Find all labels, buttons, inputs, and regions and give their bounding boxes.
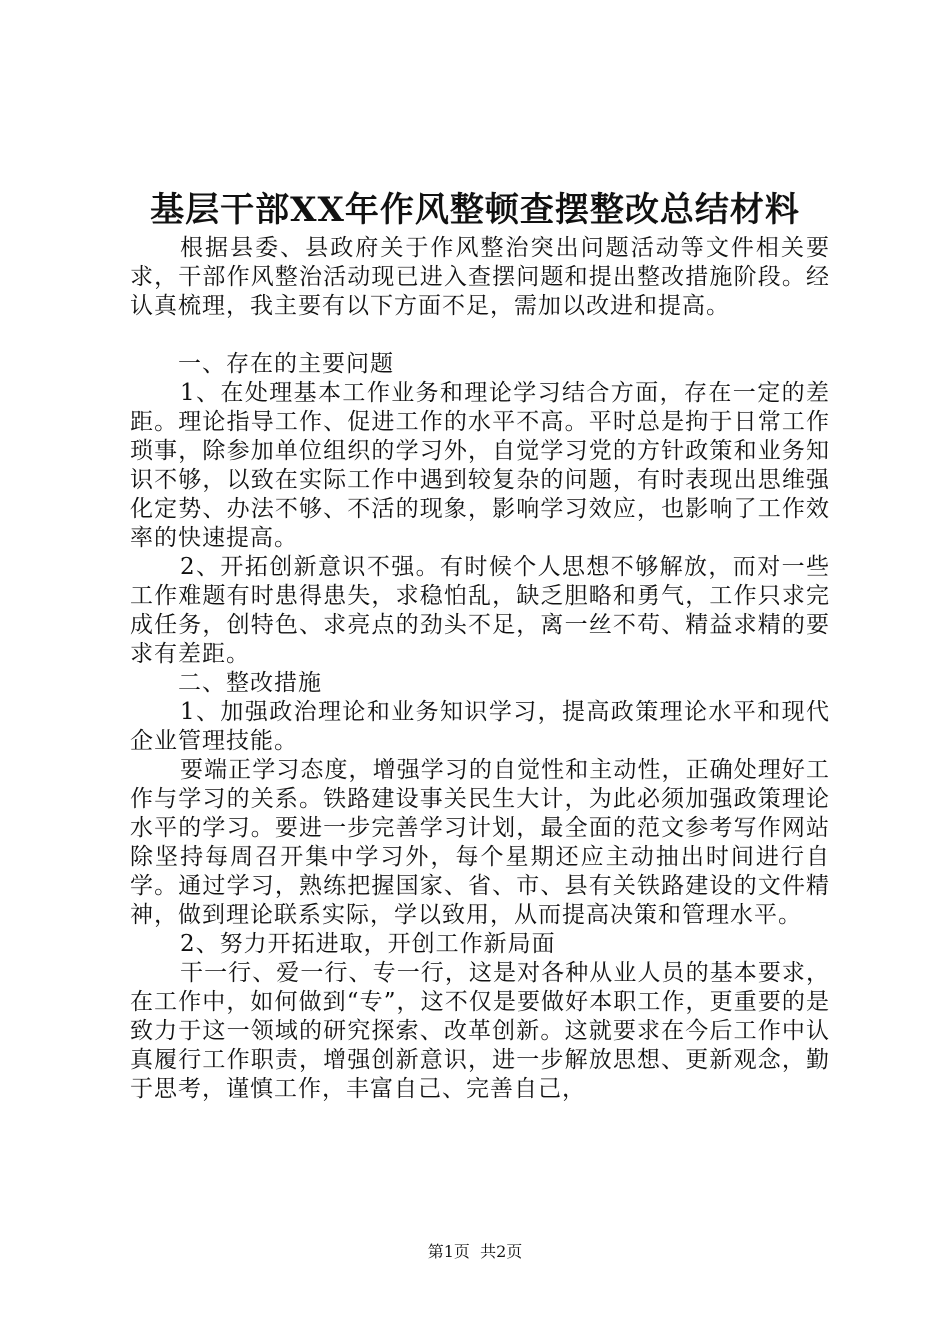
section-heading-problems: 一、存在的主要问题	[178, 351, 394, 377]
paragraph-spacer	[130, 321, 830, 350]
document-title: 基层干部XX年作风整顿查摆整改总结材料	[150, 190, 800, 230]
document-body	[130, 234, 830, 1104]
problem-paragraph-2: 2、开拓创新意识不强。有时候个人思想不够解放，而对一些工作难题有时患得患失，求稳怕乱，缺乏胆略和勇气，工作只求完成任务，创特色、求亮点的劲头不足，离一丝不苟、精益求精的要求有差距。	[130, 554, 830, 667]
measure-paragraph-1: 要端正学习态度，增强学习的自觉性和主动性，正确处理好工作与学习的关系。铁路建设事关民生大计，为此必须加强政策理论水平的学习。要进一步完善学习计划，最全面的范文参考写作网站除坚持每周召开集中学习外，每个星期还应主动抽出时间进行自学。通过学习，熟练把握国家、省、市、县有关铁路建设的文件精神，做到理论联系实际，学以致用，从而提高决策和管理水平。	[130, 757, 830, 928]
intro-paragraph: 根据县委、县政府关于作风整治突出问题活动等文件相关要求，干部作风整治活动现已进入查摆问题和提出整改措施阶段。经认真梳理，我主要有以下方面不足，需加以改进和提高。	[130, 235, 830, 319]
section-heading-measures: 二、整改措施	[178, 670, 322, 696]
measure-heading-1: 1、加强政治理论和业务知识学习，提高政策理论水平和现代企业管理技能。	[130, 699, 830, 754]
page-footer: 第1页 共2页	[427, 1242, 523, 1261]
problem-paragraph-1: 1、在处理基本工作业务和理论学习结合方面，存在一定的差距。理论指导工作、促进工作的水平不高。平时总是拘于日常工作琐事，除参加单位组织的学习外，自觉学习党的方针政策和业务知识不够，以致在实际工作中遇到较复杂的问题，有时表现出思维强化定势、办法不够、不活的现象，影响学习效应，也影响了工作效率的快速提高。	[130, 380, 830, 551]
measure-heading-2: 2、努力开拓进取，开创工作新局面	[180, 931, 556, 957]
measure-paragraph-2: 干一行、爱一行、专一行，这是对各种从业人员的基本要求，在工作中，如何做到“专”，这不仅是要做好本职工作，更重要的是致力于这一领域的研究探索、改革创新。这就要求在今后工作中认真履行工作职责，增强创新意识，进一步解放思想、更新观念，勤于思考，谨慎工作，丰富自己、完善自己，	[130, 960, 830, 1102]
